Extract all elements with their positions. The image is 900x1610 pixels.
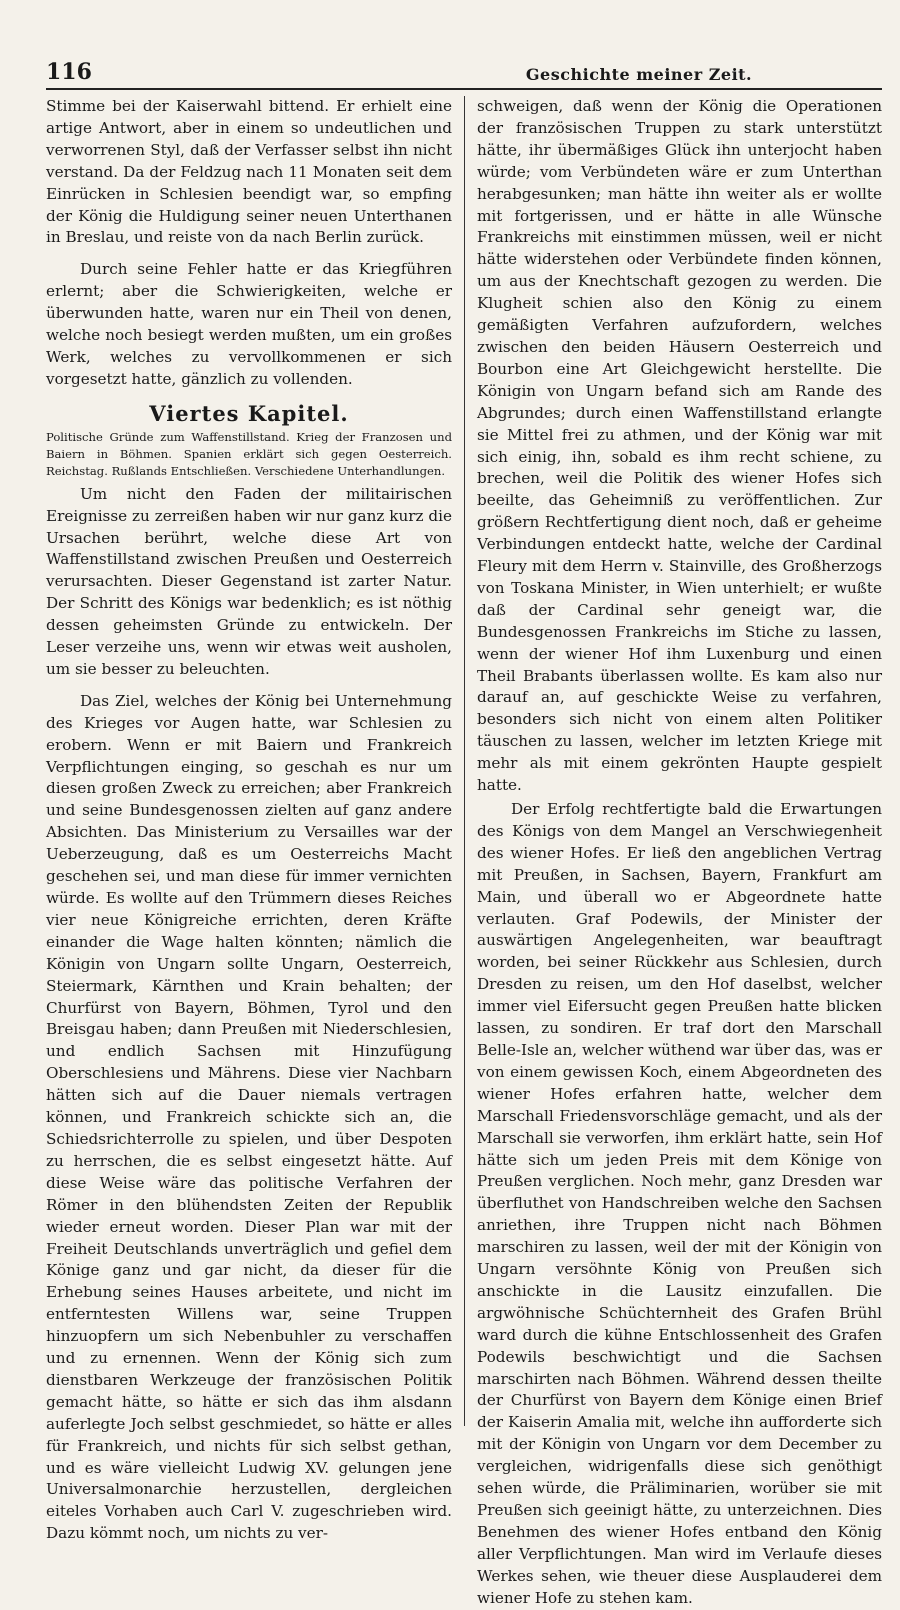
chapter-summary: Politische Gründe zum Waffenstillstand. Krieg der Franzosen und Baiern in Böhmen. Spanien erklärt sich gegen Oesterreich. Reichstag. Rußlands Entschließen. Verschiedene Unterhandlungen. (46, 429, 452, 478)
paragraph: Durch seine Fehler hatte er das Kriegführen erlernt; aber die Schwierigkeiten, welche er überwunden hatte, waren nur ein Theil von denen, welche noch besiegt werden mußten, um ein großes Werk, welches zu vervollkommenen er sich vorgesetzt hatte, gänzlich zu vollenden. (46, 260, 452, 388)
chapter-title: Viertes Kapitel. (149, 400, 349, 426)
left-column (46, 96, 464, 1543)
running-head: Geschichte meiner Zeit. (525, 65, 753, 84)
paragraph: Der Erfolg rechtfertigte bald die Erwartungen des Königs von dem Mangel an Verschwiegenheit des wiener Hofes. Er ließ den angeblichen Vertrag mit Preußen, in Sachsen, Bayern, Frankfurt am Main, und überall wo er Abgeordnete hatte verlauten. Graf Podewils, der Minister der auswärtigen Angelegenheiten, war beauftragt worden, bei seiner Rückkehr aus Schlesien, durch Dresden zu reisen, um den Hof daselbst, welcher immer viel Eifersucht gegen Preußen hatte blicken lassen, zu sondiren. Er traf dort den Marschall Belle-Isle an, welcher wüthend war über das, was er von einem gewissen Koch, einem Abgeordneten des wiener Hofes erfahren hatte, welcher dem Marschall Friedensvorschläge gemacht, und als der Marschall sie verworfen, ihm erklärt hatte, sein Hof hätte sich um jeden Preis mit dem Könige von Preußen verglichen. Noch mehr, ganz Dresden war überfluthet von Handschreiben welche den Sachsen anriethen, ihre Truppen nicht nach Böhmen marschiren zu lassen, weil der mit der Königin von Ungarn versöhnte König von Preußen sich anschickte in die Lausitz einzufallen. Die argwöhnische Schüchternheit des Grafen Brühl ward durch die kühne Entschlossenheit des Grafen Podewils beschwichtigt und die Sachsen marschirten nach Böhmen. Während dessen theilte der Churfürst von Bayern dem Könige einen Brief der Kaiserin Amalia mit, welche ihn aufforderte sich mit der Königin von Ungarn vor dem December zu vergleichen, widrigenfalls diese sich genöthigt sehen würde, die Präliminarien, worüber sie mit Preußen sich geeinigt hätte, zu unterzeichnen. Dies Benehmen des wiener Hofes entband den König aller Verpflichtungen. Man wird im Verlaufe dieses Werkes sehen, wie theuer diese Ausplauderei dem wiener Hofe zu stehen kam. (477, 800, 883, 1607)
paragraph: Stimme bei der Kaiserwahl bittend. Er erhielt eine artige Antwort, aber in einem so undeutlichen und verworrenen Styl, daß der Verfasser selbst ihn nicht verstand. Da der Feldzug nach 11 Monaten seit dem Einrücken in Schlesien beendigt war, so empfing der König die Huldigung seiner neuen Unterthanen in Breslau, und reiste von da nach Berlin zurück. (46, 97, 452, 247)
text-columns (46, 96, 883, 1607)
paragraph: schweigen, daß wenn der König die Operationen der französischen Truppen zu stark unterstützt hätte, ihr übermäßiges Glück ihn unterjocht haben würde; vom Verbündeten wäre er zum Unterthan herabgesunken; man hätte ihn weiter als er wollte mit fortgerissen, und er hätte in alle Wünsche Frankreichs mit einstimmen müssen, weil er nicht hätte widerstehen oder Verbündete finden können, um aus der Knechtschaft gezogen zu werden. Die Klugheit schien also den König zu einem gemäßigten Verfahren aufzufordern, welches zwischen den beiden Häusern Oesterreich und Bourbon eine Art Gleichgewicht herstellte. Die Königin von Ungarn befand sich am Rande des Abgrundes; durch einen Waffenstillstand erlangte sie Mittel frei zu athmen, und der König war mit sich einig, ihn, sobald es ihm recht schiene, zu brechen, weil die Politik des wiener Hofes sich beeilte, das Geheimniß zu veröffentlichen. Zur größern Rechtfertigung dient noch, daß er geheime Verbindungen entdeckt hatte, welche der Cardinal Fleury mit dem Herrn v. Stainville, des Großherzogs von Toskana Minister, in Wien unterhielt; er wußte daß der Cardinal sehr geneigt war, die Bundesgenossen Frankreichs im Stiche zu lassen, wenn der wiener Hof ihm Luxenburg und einen Theil Brabants überlassen wollte. Es kam also nur darauf an, auf geschickte Weise zu verfahren, besonders sich nicht von einem alten Politiker täuschen zu lassen, welcher im letzten Kriege mit mehr als mit einem gekrönten Haupte gespielt hatte. (477, 97, 882, 795)
page-number: 116 (46, 59, 92, 85)
page-header (46, 56, 882, 90)
paragraph: Das Ziel, welches der König bei Unternehmung des Krieges vor Augen hatte, war Schlesien zu erobern. Wenn er mit Baiern und Frankreich Verpflichtungen einging, so geschah es nur um diesen großen Zweck zu erreichen; aber Frankreich und seine Bundesgenossen zielten auf ganz andere Absichten. Das Ministerium zu Versailles war der Ueberzeugung, daß es um Oesterreichs Macht geschehen sei, und man diese für immer vernichten würde. Es wollte auf den Trümmern dieses Reiches vier neue Königreiche errichten, deren Kräfte einander die Wage halten könnten; nämlich die Königin von Ungarn sollte Ungarn, Oesterreich, Steiermark, Kärnthen und Krain behalten; der Churfürst von Bayern, Böhmen, Tyrol und den Breisgau haben; dann Preußen mit Niederschlesien, und endlich Sachsen mit Hinzufügung Oberschlesiens und Mährens. Diese vier Nachbarn hätten sich auf die Dauer niemals vertragen können, und Frankreich schickte sich an, die Schiedsrichterrolle zu spielen, und über Despoten zu herrschen, die es selbst eingesetzt hätte. Auf diese Weise wäre das politische Verfahren der Römer in den blühendsten Zeiten der Republik wieder erneut worden. Dieser Plan war mit der Freiheit Deutschlands unverträglich und gefiel dem Könige ganz und gar nicht, da dieser für die Erhebung seines Hauses arbeitete, und nicht im entferntesten Willens war, seine Truppen hinzuopfern um sich Nebenbuhler zu verschaffen und zu ernennen. Wenn der König sich zum dienstbaren Werkzeuge der französischen Politik gemacht hätte, so hätte er sich das ihm alsdann auferlegte Joch selbst geschmiedet, so hätte er alles für Frankreich, und nichts für sich selbst gethan, und es wäre vielleicht Ludwig XV. gelungen jene Universalmonarchie herzustellen, dergleichen eiteles Vorhaben auch Carl V. zugeschrieben wird. Dazu kömmt noch, um nichts zu ver- (46, 691, 452, 1543)
paragraph: Um nicht den Faden der militairischen Ereignisse zu zerreißen haben wir nur ganz kurz die Ursachen berührt, welche diese Art von Waffenstillstand zwischen Preußen und Oesterreich verursachten. Dieser Gegenstand ist zarter Natur. Der Schritt des Königs war bedenklich; es ist nöthig dessen geheimsten Gründe zu entwickeln. Der Leser verzeihe uns, wenn wir etwas weit ausholen, um sie besser zu beleuchten. (46, 484, 452, 678)
right-column (464, 96, 883, 1607)
